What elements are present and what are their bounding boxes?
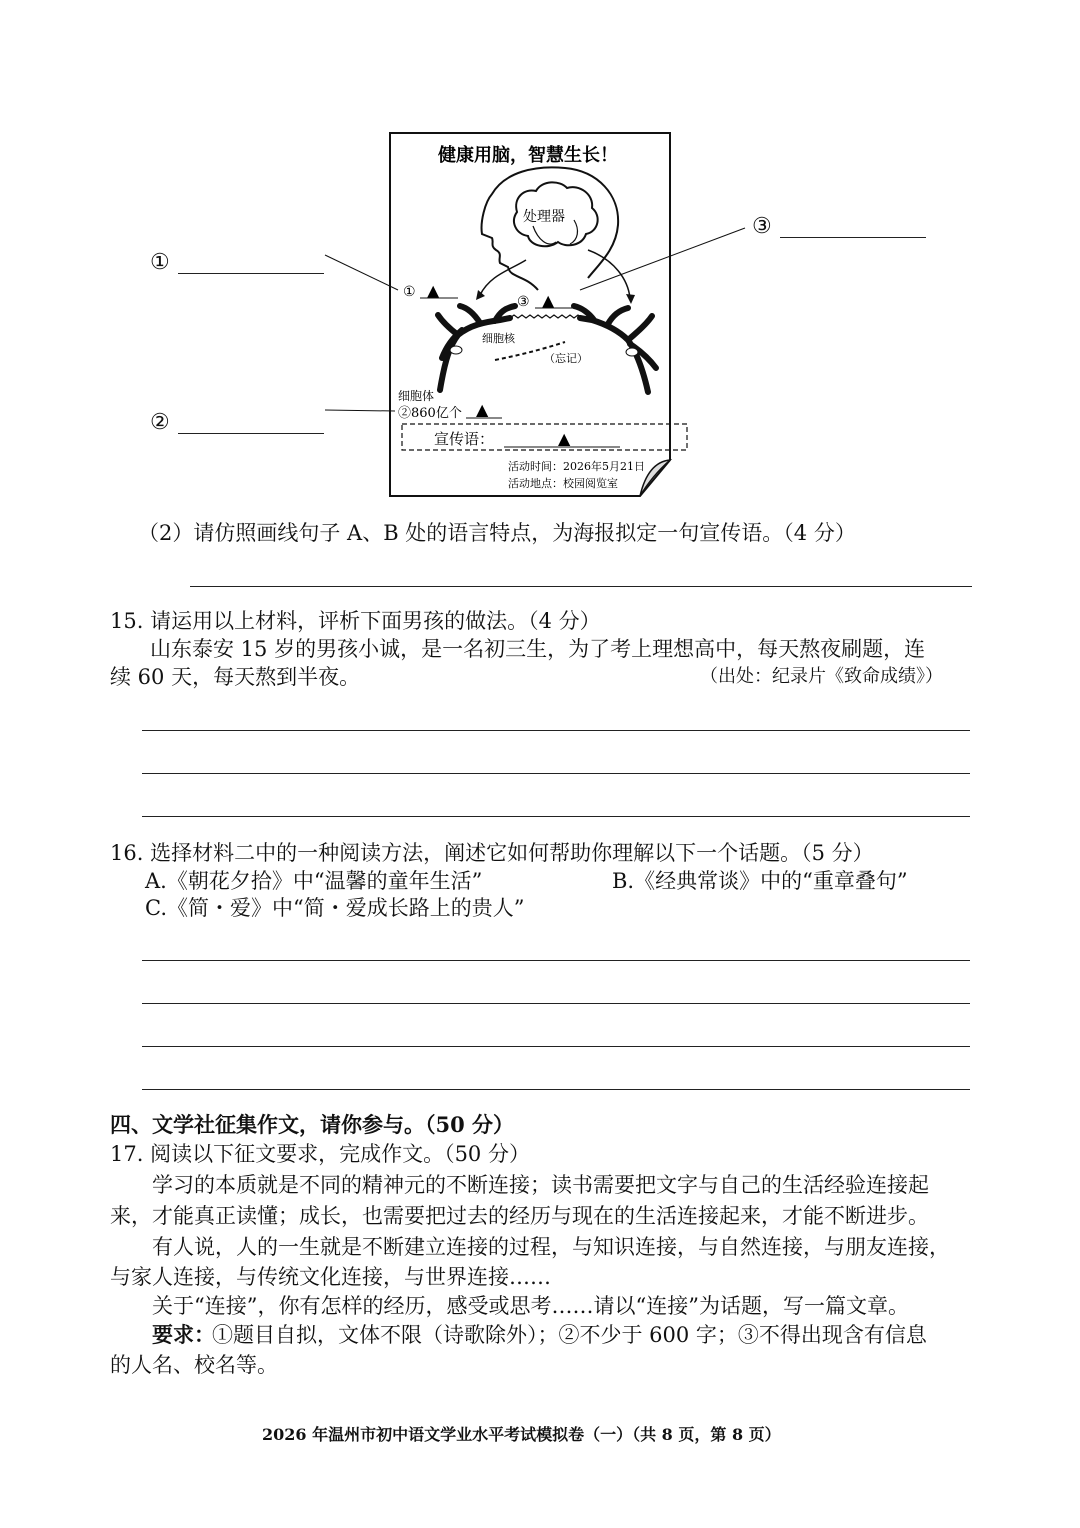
page-footer: 2026 年温州市初中语文学业水平考试模拟卷（一）（共 8 页，第 8 页） bbox=[262, 1425, 781, 1444]
q17-prompt: 17. 阅读以下征文要求，完成作文。（50 分） bbox=[110, 1142, 530, 1166]
q15-passage-line1: 山东泰安 15 岁的男孩小诚，是一名初三生，为了考上理想高中，每天熬夜刷题，连 bbox=[150, 637, 926, 661]
q15-answer-line[interactable] bbox=[142, 773, 970, 774]
forget-label: （忘记） bbox=[544, 352, 588, 365]
q16-answer-line[interactable] bbox=[142, 1003, 970, 1004]
q16-option-b: B.《经典常谈》中的“重章叠句” bbox=[612, 869, 908, 893]
slot-2-triangle-icon: ▲ bbox=[476, 400, 489, 419]
q16-answer-line[interactable] bbox=[142, 1089, 970, 1090]
slot-3-triangle-icon: ▲ bbox=[542, 291, 555, 310]
cell-body-label: 细胞体 bbox=[398, 389, 435, 403]
q15-prompt: 15. 请运用以上材料，评析下面男孩的做法。（4 分） bbox=[110, 609, 601, 633]
answer-marker-2: ② bbox=[150, 410, 170, 435]
answer-marker-3: ③ bbox=[752, 214, 772, 239]
q16-option-c: C.《简・爱》中“简・爱成长路上的贵人” bbox=[145, 896, 525, 920]
q17-para2-line2: 与家人连接，与传统文化连接，与世界连接…… bbox=[110, 1265, 551, 1289]
q14-2-prompt: （2）请仿照画线句子 A、B 处的语言特点，为海报拟定一句宣传语。（4 分） bbox=[138, 521, 856, 545]
slot-1-number: ① bbox=[403, 284, 416, 300]
q15-answer-line[interactable] bbox=[142, 816, 970, 817]
section-4-heading: 四、文学社征集作文，请你参与。（50 分） bbox=[110, 1112, 515, 1137]
q17-para1-line2: 来，才能真正读懂；成长，也需要把过去的经历与现在的生活连接起来，才能不断进步。 bbox=[110, 1204, 929, 1228]
leader-lines bbox=[0, 0, 1080, 520]
event-place: 活动地点：校园阅览室 bbox=[508, 477, 618, 490]
q15-source: （出处：纪录片《致命成绩》） bbox=[700, 666, 943, 687]
slogan-triangle-icon: ▲ bbox=[558, 429, 571, 448]
q17-para2-line1: 有人说，人的一生就是不断建立连接的过程，与知识连接，与自然连接，与朋友连接， bbox=[152, 1235, 950, 1259]
q17-requirements-line2: 的人名、校名等。 bbox=[110, 1353, 278, 1377]
q16-answer-line[interactable] bbox=[142, 960, 970, 961]
q17-para1-line1: 学习的本质就是不同的精神元的不断连接；读书需要把文字与自己的生活经验连接起 bbox=[152, 1173, 929, 1197]
q16-option-a: A.《朝花夕拾》中“温馨的童年生活” bbox=[145, 869, 483, 893]
nucleus-label: 细胞核 bbox=[482, 332, 515, 345]
q17-para3: 关于“连接”，你有怎样的经历，感受或思考……请以“连接”为话题，写一篇文章。 bbox=[152, 1294, 909, 1318]
slogan-label: 宣传语： bbox=[434, 430, 495, 448]
q15-passage-line2: 续 60 天，每天熬到半夜。 bbox=[110, 665, 361, 689]
slot-3-number: ③ bbox=[517, 294, 530, 310]
q14-2-answer-line[interactable] bbox=[190, 586, 972, 587]
q17-requirements-label: 要求： bbox=[152, 1322, 215, 1347]
q15-answer-line[interactable] bbox=[142, 730, 970, 731]
slot-2-text: ②860亿个 bbox=[398, 406, 462, 421]
processor-label: 处理器 bbox=[523, 209, 565, 225]
event-time: 活动时间：2026年5月21日 bbox=[508, 460, 645, 473]
q16-prompt: 16. 选择材料二中的一种阅读方法，阐述它如何帮助你理解以下一个话题。（5 分） bbox=[110, 841, 874, 865]
q17-requirements-line1: ①题目自拟，文体不限（诗歌除外）；②不少于 600 字；③不得出现含有信息 bbox=[212, 1323, 927, 1347]
answer-marker-1: ① bbox=[150, 250, 170, 275]
slot-1-triangle-icon: ▲ bbox=[427, 281, 440, 300]
poster-title: 健康用脑，智慧生长！ bbox=[438, 145, 618, 166]
q16-answer-line[interactable] bbox=[142, 1046, 970, 1047]
